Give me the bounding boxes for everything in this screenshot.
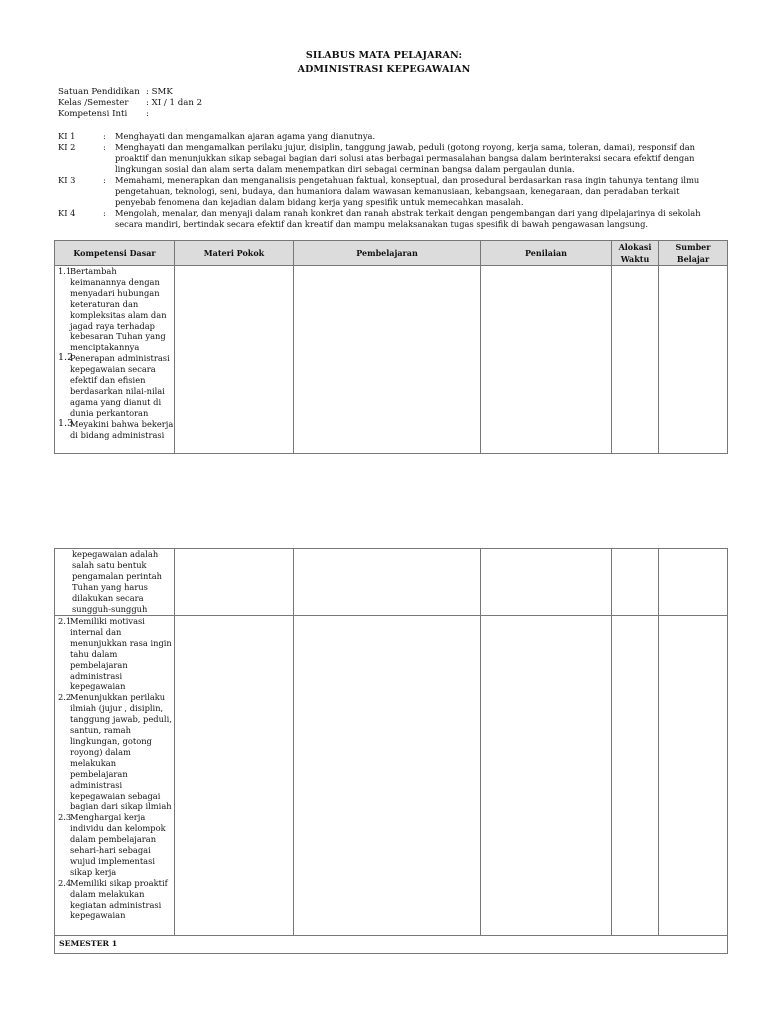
materi-cell [175,616,294,936]
pembelajaran-cell [294,549,481,616]
syllabus-table-page1 [54,240,728,454]
ki-1: KI 1 : Menghayati dan mengamalkan ajaran agama yang dianutnya. [58,131,376,141]
penilaian-cell [481,549,612,616]
header-pembelajaran: Pembelajaran [294,241,481,266]
kd-item-2-3: 2.3 Menghargai kerja individu dan kelompok dalam pembelajaran sehari-hari sebagai wujud implementasi sikap kerja [58,812,166,877]
header-penilaian: Penilaian [481,241,612,266]
header-kompetensi-dasar: Kompetensi Dasar [55,241,175,266]
document-subtitle: ADMINISTRASI KEPEGAWAIAN [297,64,471,75]
kd-item-2-1: 2.1 Memiliki motivasi internal dan menunjukkan rasa ingin tahu dalam pembelajaran administrasi kepegawaian [58,616,172,692]
kd-item-1-1: 1.1 Bertambah keimanannya dengan menyadari hubungan keteraturan dan kompleksitas alam dan jagad raya terhadap kebesaran Tuhan yang menciptakannya [58,266,167,353]
document-title: SILABUS MATA PELAJARAN: [305,50,463,61]
header-materi-pokok: Materi Pokok [175,241,294,266]
alokasi-cell [612,549,659,616]
header-alokasi-waktu: Alokasi Waktu [612,241,659,266]
kompetensi-cell [55,549,175,616]
info-row-kompetensi: Kompetensi Inti : [58,109,149,119]
info-row-satuan: Satuan Pendidikan : SMK [58,87,173,97]
info-row-kelas: Kelas /Semester : XI / 1 dan 2 [58,98,203,108]
materi-cell [175,549,294,616]
sumber-cell [659,266,728,454]
pembelajaran-cell [294,266,481,454]
materi-cell [175,266,294,454]
ki-4: KI 4 : Mengolah, menalar, dan menyaji dalam ranah konkret dan ranah abstrak terkait dengan pengembangan dari yang dipelajarinya di sekolah secara mandiri, bertindak secara efektif dan kreatif dan mampu melaksanakan tugas spesifik di bawah pengawasan langsung. [58,208,701,229]
penilaian-cell [481,266,612,454]
header-sumber-belajar: Sumber Belajar [659,241,728,266]
semester-label: SEMESTER 1 [55,936,728,954]
alokasi-cell [612,616,659,936]
kd-item-2-4: 2.4 Memiliki sikap proaktif dalam melakukan kegiatan administrasi kepegawaian [58,877,168,921]
kd-item-1-3: 1.3 Meyakini bahwa bekerja di bidang administrasi [58,417,174,440]
pembelajaran-cell [294,616,481,936]
alokasi-cell [612,266,659,454]
kd-item-2-2: 2.2 Menunjukkan perilaku ilmiah (jujur , disiplin, tanggung jawab, peduli, santun, ramah lingkungan, gotong royong) dalam melakukan pembelajaran administrasi kepegawaian sebagai bagian dari sikap ilmiah [58,692,172,812]
ki-3: KI 3 : Memahami, menerapkan dan menganalisis pengetahuan faktual, konseptual, dan prosedural berdasarkan rasa ingin tahunya tentang ilmu pengetahuan, teknologi, seni, budaya, dan humaniora dalam wawasan kemanusiaan, kebangsaan, kenegaraan, dan peradaban terkait penyebab fenomena dan kejadian dalam bidang kerja yang spesifik untuk memecahkan masalah. [58,175,700,207]
kd-item-1-2: 1.2 Penerapan administrasi kepegawaian secara efektif dan efisien berdasarkan nilai-nilai agama yang dianut di dunia perkantoran [58,352,170,418]
sumber-cell [659,616,728,936]
kd-continuation: kepegawaian adalah salah satu bentuk pengamalan perintah Tuhan yang harus dilakukan secara sungguh-sungguh [72,549,163,614]
school-info [58,87,202,120]
ki-2: KI 2 : Menghayati dan mengamalkan perilaku jujur, disiplin, tanggung jawab, peduli (gotong royong, kerja sama, toleran, damai), responsif dan proaktif dan menunjukkan sikap sebagai bagian dari solusi atas berbagai permasalahan bangsa dalam berinteraksi secara efektif dengan lingkungan sosial dan alam serta dalam menempatkan diri sebagai cerminan bangsa dalam pergaulan dunia. [58,142,695,174]
penilaian-cell [481,616,612,936]
kompetensi-cell [55,616,175,936]
kompetensi-cell [55,266,175,454]
syllabus-table-page2 [54,548,728,954]
sumber-cell [659,549,728,616]
